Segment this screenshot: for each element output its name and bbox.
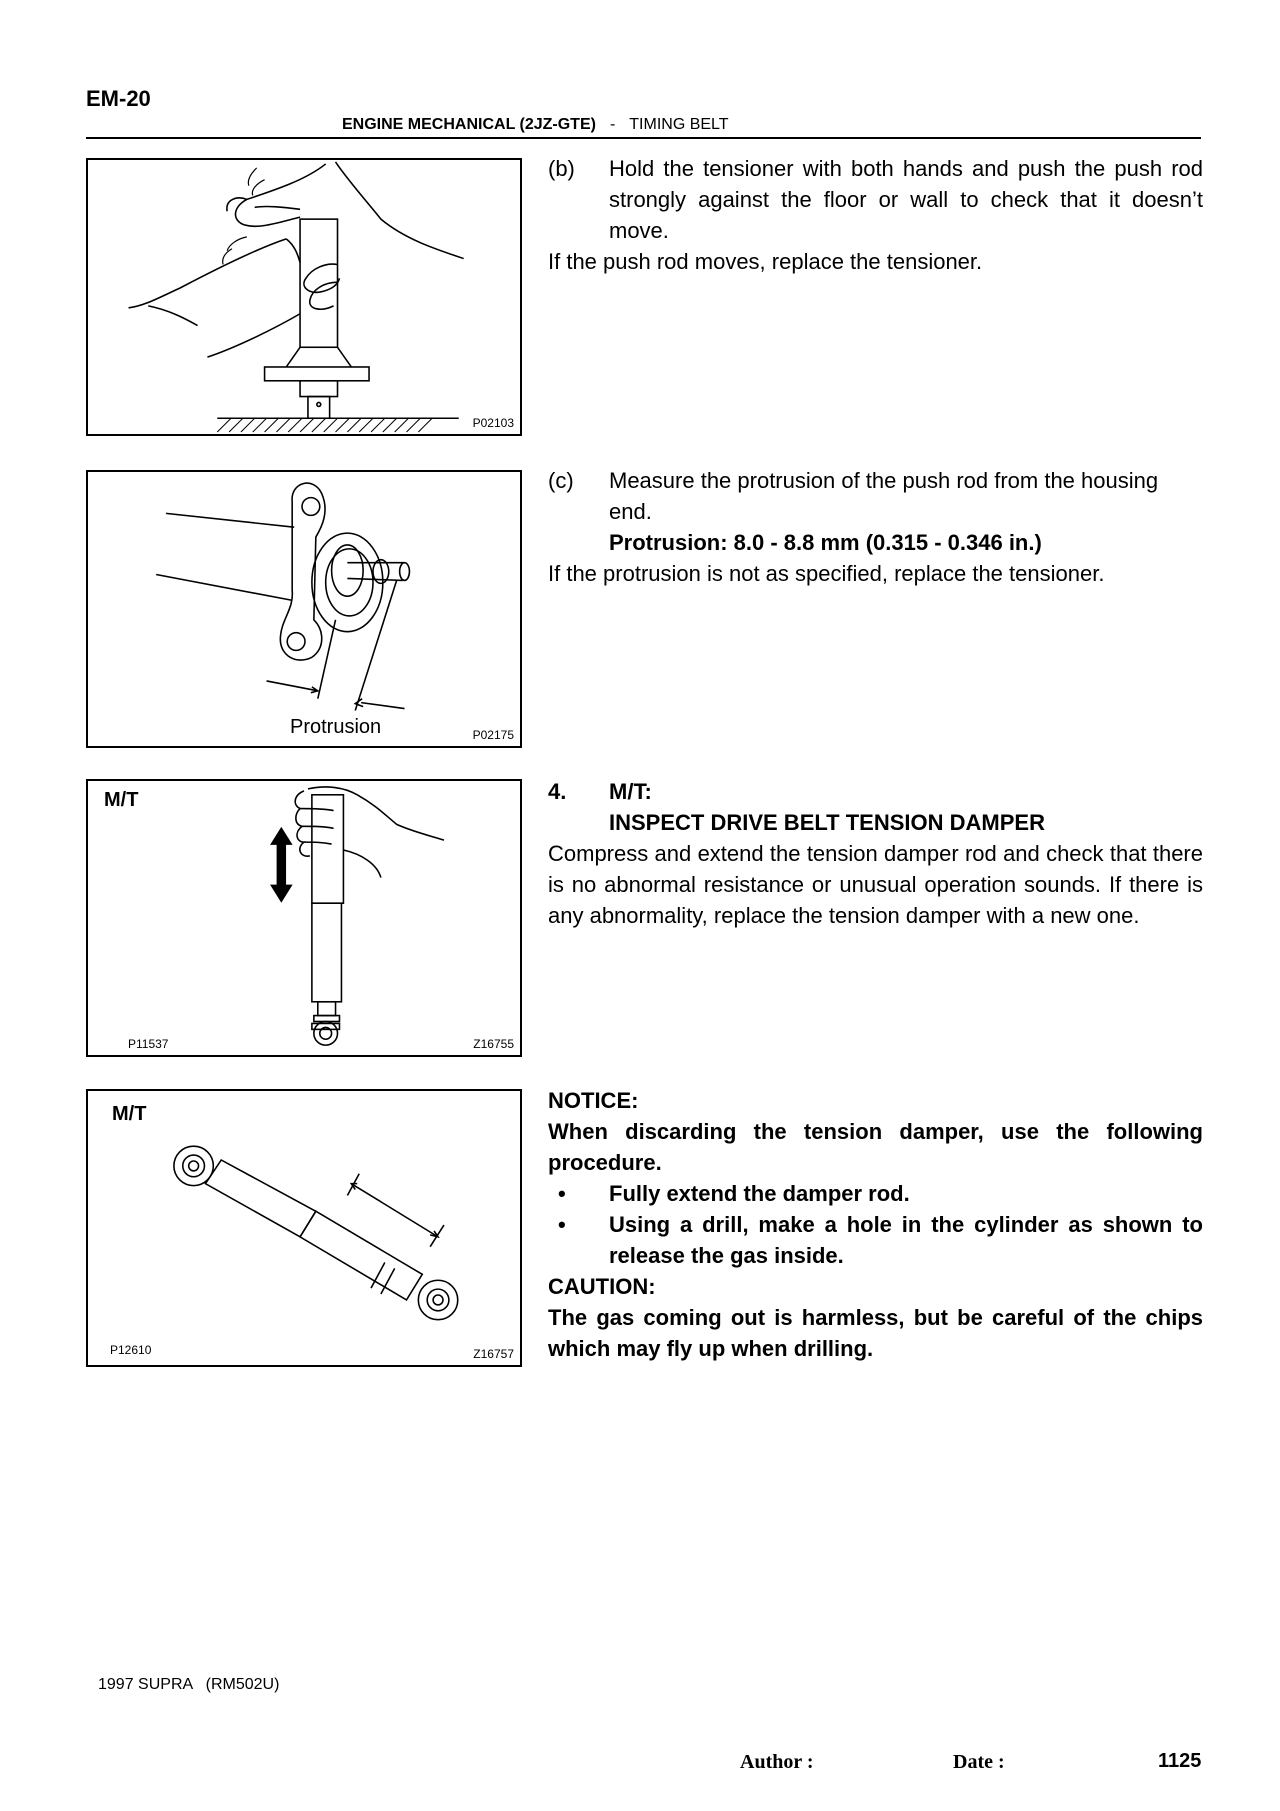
figure-protrusion xyxy=(86,470,522,748)
notice-block xyxy=(548,1085,1203,1364)
figure-code-left: P12610 xyxy=(110,1343,152,1357)
notice-text: When discarding the tension damper, use the following procedure. xyxy=(548,1119,1203,1175)
bullet-symbol: • xyxy=(558,1181,566,1206)
step-condition: M/T: xyxy=(609,779,652,804)
step-note: If the push rod moves, replace the tensioner. xyxy=(548,249,983,274)
author-label: Author : xyxy=(740,1751,814,1773)
section-title: ENGINE MECHANICAL (2JZ-GTE) xyxy=(342,116,596,133)
figure-damper-drilling xyxy=(86,1089,522,1367)
protrusion-label: Protrusion xyxy=(290,716,382,738)
header-separator: - xyxy=(609,116,616,133)
figure-push-rod-check xyxy=(86,158,522,436)
caution-text: The gas coming out is harmless, but be careful of the chips which may fly up when drilling. xyxy=(548,1305,1203,1361)
step-text: Compress and extend the tension damper rod and check that there is no abnormal resistance or unusual operation sounds. If there is any abnormality, replace the tension damper with a new one. xyxy=(548,841,1203,928)
mt-label: M/T xyxy=(112,1103,147,1125)
step-text: Hold the tensioner with both hands and push the push rod strongly against the floor or wall to check that it doesn’t move. xyxy=(609,156,1203,243)
step-number: 4. xyxy=(548,779,567,804)
caution-heading: CAUTION: xyxy=(548,1274,656,1299)
figure-code: P02103 xyxy=(472,416,514,430)
footer-model: 1997 SUPRA (RM502U) xyxy=(98,1676,280,1693)
header-rule xyxy=(86,137,1201,139)
list-item xyxy=(548,1178,1203,1209)
protrusion-spec: Protrusion: 8.0 - 8.8 mm (0.315 - 0.346 in.) xyxy=(609,530,1042,555)
tension-damper-illustration xyxy=(88,1091,520,1365)
bullet-text: Fully extend the damper rod. xyxy=(609,1181,910,1206)
bullet-text: Using a drill, make a hole in the cylinder as shown to release the gas inside. xyxy=(609,1212,1203,1268)
subsection-title: TIMING BELT xyxy=(629,116,729,133)
figure-code: P02175 xyxy=(472,728,514,742)
step-text-line-2: end. xyxy=(609,499,652,524)
step-note: If the protrusion is not as specified, replace the tensioner. xyxy=(548,561,1105,586)
figure-code-left: P11537 xyxy=(128,1037,169,1051)
hands-pushing-tensioner-illustration xyxy=(88,160,520,434)
mt-label: M/T xyxy=(104,789,139,811)
step-label: (b) xyxy=(548,156,575,181)
tensioner-protrusion-illustration xyxy=(88,472,520,746)
step-b xyxy=(548,153,1203,277)
step-c xyxy=(548,465,1203,589)
figure-code-right: Z16757 xyxy=(473,1347,514,1361)
page-number: 1125 xyxy=(1158,1750,1202,1772)
list-item xyxy=(548,1209,1203,1271)
section-header xyxy=(342,116,729,134)
figure-code-right: Z16755 xyxy=(473,1037,514,1051)
bullet-symbol: • xyxy=(558,1212,566,1237)
figure-damper-inspection xyxy=(86,779,522,1057)
page-code: EM-20 xyxy=(86,86,151,111)
step-text-line-1: Measure the protrusion of the push rod from the housing xyxy=(609,468,1159,493)
hand-holding-damper-illustration xyxy=(88,781,520,1055)
notice-heading: NOTICE: xyxy=(548,1088,639,1113)
date-label: Date : xyxy=(953,1751,1005,1773)
step-label: (c) xyxy=(548,468,574,493)
step-4 xyxy=(548,776,1203,931)
step-title: INSPECT DRIVE BELT TENSION DAMPER xyxy=(609,810,1045,835)
